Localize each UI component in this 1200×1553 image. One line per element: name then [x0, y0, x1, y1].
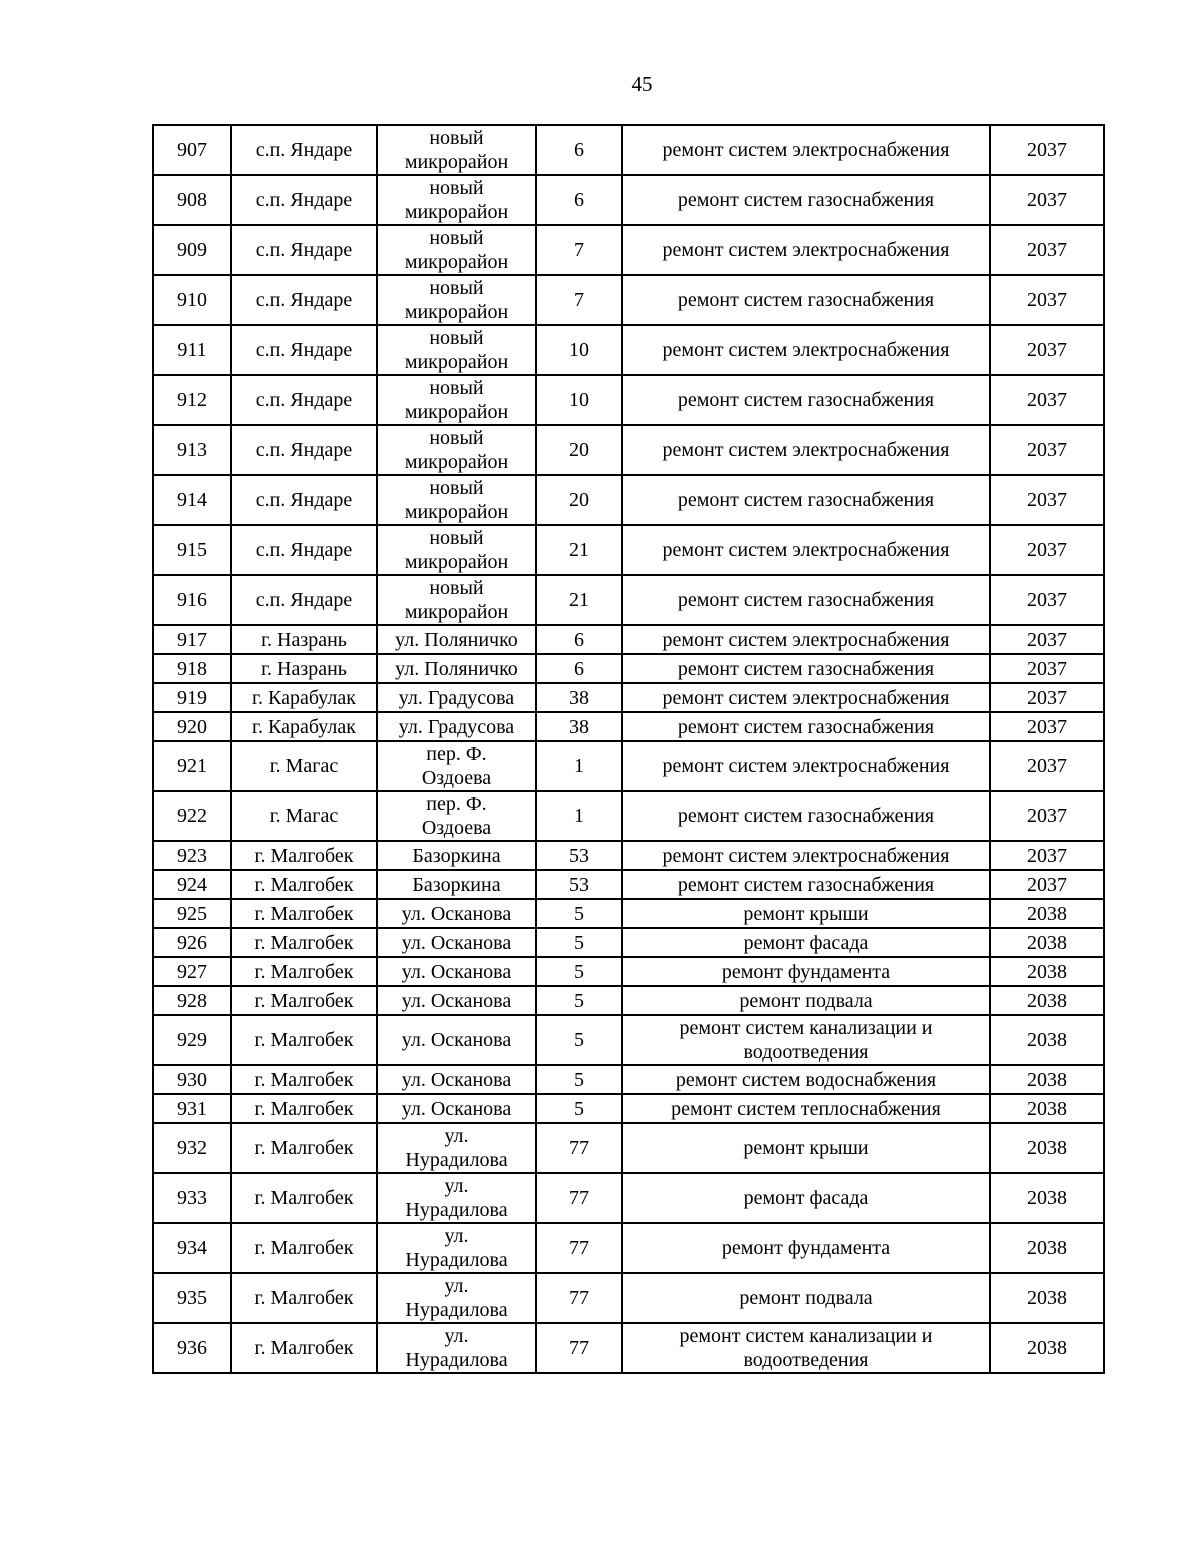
street-cell	[377, 712, 536, 741]
street-cell	[377, 870, 536, 899]
work-type-cell-line: ремонт систем газоснабжения	[677, 805, 935, 827]
house-number-cell: 38	[536, 712, 622, 741]
house-number-cell: 5	[536, 899, 622, 928]
work-type-cell	[622, 1094, 990, 1123]
settlement-cell: с.п. Яндаре	[231, 375, 377, 425]
settlement-cell: г. Магас	[231, 741, 377, 791]
work-type-cell	[622, 325, 990, 375]
street-cell	[377, 575, 536, 625]
work-type-cell-line: ремонт фундамента	[721, 1237, 891, 1259]
work-type-cell-line: ремонт систем электроснабжения	[662, 539, 950, 561]
row-number-cell: 919	[153, 683, 231, 712]
settlement-cell: г. Назрань	[231, 625, 377, 654]
street-cell	[377, 525, 536, 575]
row-number-cell: 916	[153, 575, 231, 625]
street-cell-line: новый	[429, 377, 484, 399]
table-row	[153, 986, 1104, 1015]
house-number-cell: 1	[536, 791, 622, 841]
street-cell	[377, 275, 536, 325]
street-cell	[377, 683, 536, 712]
house-number-cell: 6	[536, 654, 622, 683]
street-cell-line: Оздоева	[421, 817, 492, 839]
house-number-cell: 21	[536, 525, 622, 575]
settlement-cell: г. Карабулак	[231, 712, 377, 741]
work-type-cell	[622, 125, 990, 175]
street-cell	[377, 841, 536, 870]
house-number-cell: 7	[536, 225, 622, 275]
row-number-cell: 928	[153, 986, 231, 1015]
street-cell	[377, 1273, 536, 1323]
street-cell	[377, 986, 536, 1015]
row-number-cell: 914	[153, 475, 231, 525]
table-body	[153, 125, 1104, 1373]
street-cell	[377, 957, 536, 986]
table-row	[153, 425, 1104, 475]
work-type-cell-line: ремонт систем газоснабжения	[677, 589, 935, 611]
work-type-cell	[622, 1065, 990, 1094]
year-cell: 2038	[990, 928, 1104, 957]
settlement-cell: г. Малгобек	[231, 928, 377, 957]
year-cell: 2038	[990, 1223, 1104, 1273]
work-type-cell-line: ремонт систем газоснабжения	[677, 189, 935, 211]
work-type-cell-line: ремонт систем электроснабжения	[662, 439, 950, 461]
settlement-cell: с.п. Яндаре	[231, 525, 377, 575]
work-type-cell-line: ремонт систем водоснабжения	[675, 1068, 937, 1091]
row-number-cell: 908	[153, 175, 231, 225]
work-type-cell-line: ремонт систем канализации и	[679, 1017, 933, 1039]
year-cell: 2037	[990, 475, 1104, 525]
work-type-cell	[622, 475, 990, 525]
row-number-cell: 918	[153, 654, 231, 683]
work-type-cell	[622, 870, 990, 899]
street-cell	[377, 791, 536, 841]
street-cell-line: микрорайон	[404, 151, 509, 173]
street-cell-line: микрорайон	[404, 601, 509, 623]
house-number-cell: 10	[536, 375, 622, 425]
table-row	[153, 225, 1104, 275]
year-cell: 2038	[990, 986, 1104, 1015]
table-row	[153, 1323, 1104, 1373]
row-number-cell: 907	[153, 125, 231, 175]
street-cell	[377, 1123, 536, 1173]
table-row	[153, 654, 1104, 683]
house-number-cell: 7	[536, 275, 622, 325]
street-cell	[377, 125, 536, 175]
year-cell: 2037	[990, 225, 1104, 275]
row-number-cell: 924	[153, 870, 231, 899]
table-row	[153, 1094, 1104, 1123]
row-number-cell: 920	[153, 712, 231, 741]
settlement-cell: г. Малгобек	[231, 1273, 377, 1323]
row-number-cell: 934	[153, 1223, 231, 1273]
settlement-cell: с.п. Яндаре	[231, 575, 377, 625]
row-number-cell: 926	[153, 928, 231, 957]
year-cell: 2037	[990, 175, 1104, 225]
street-cell-line: микрорайон	[404, 401, 509, 423]
table-row	[153, 1273, 1104, 1323]
street-cell-line: Базоркина	[412, 873, 501, 896]
house-number-cell: 77	[536, 1323, 622, 1373]
street-cell-line: микрорайон	[404, 201, 509, 223]
house-number-cell: 21	[536, 575, 622, 625]
year-cell: 2037	[990, 425, 1104, 475]
work-type-cell-line: ремонт крыши	[743, 1137, 869, 1159]
row-number-cell: 927	[153, 957, 231, 986]
work-type-cell	[622, 791, 990, 841]
work-type-cell	[622, 899, 990, 928]
house-number-cell: 5	[536, 928, 622, 957]
work-type-cell	[622, 425, 990, 475]
house-number-cell: 77	[536, 1223, 622, 1273]
table-row	[153, 375, 1104, 425]
street-cell-line: микрорайон	[404, 501, 509, 523]
work-type-cell	[622, 1273, 990, 1323]
street-cell	[377, 1323, 536, 1373]
work-type-cell	[622, 741, 990, 791]
work-type-cell	[622, 1015, 990, 1065]
table-row	[153, 791, 1104, 841]
row-number-cell: 921	[153, 741, 231, 791]
row-number-cell: 932	[153, 1123, 231, 1173]
street-cell-line: Нурадилова	[405, 1199, 508, 1221]
street-cell-line: ул.	[444, 1125, 469, 1147]
work-type-cell	[622, 375, 990, 425]
row-number-cell: 933	[153, 1173, 231, 1223]
work-type-cell	[622, 1123, 990, 1173]
street-cell-line: ул. Градусова	[398, 715, 515, 738]
row-number-cell: 917	[153, 625, 231, 654]
year-cell: 2038	[990, 957, 1104, 986]
work-type-cell-line: ремонт систем канализации и	[679, 1325, 933, 1347]
work-type-cell	[622, 1173, 990, 1223]
street-cell	[377, 425, 536, 475]
street-cell-line: Нурадилова	[405, 1149, 508, 1171]
street-cell	[377, 325, 536, 375]
row-number-cell: 922	[153, 791, 231, 841]
settlement-cell: г. Малгобек	[231, 1123, 377, 1173]
settlement-cell: с.п. Яндаре	[231, 125, 377, 175]
table-row	[153, 1173, 1104, 1223]
street-cell	[377, 741, 536, 791]
row-number-cell: 925	[153, 899, 231, 928]
house-number-cell: 6	[536, 175, 622, 225]
row-number-cell: 936	[153, 1323, 231, 1373]
house-number-cell: 77	[536, 1123, 622, 1173]
street-cell-line: ул. Поляничко	[395, 657, 518, 680]
year-cell: 2037	[990, 841, 1104, 870]
work-type-cell	[622, 575, 990, 625]
work-type-cell-line: ремонт систем электроснабжения	[662, 755, 950, 777]
year-cell: 2038	[990, 1173, 1104, 1223]
table-row	[153, 175, 1104, 225]
settlement-cell: с.п. Яндаре	[231, 475, 377, 525]
street-cell	[377, 654, 536, 683]
work-type-cell-line: ремонт систем электроснабжения	[662, 339, 950, 361]
street-cell-line: ул. Осканова	[401, 1068, 512, 1091]
year-cell: 2038	[990, 1015, 1104, 1065]
work-type-cell	[622, 654, 990, 683]
work-type-cell	[622, 683, 990, 712]
street-cell-line: новый	[429, 227, 484, 249]
settlement-cell: г. Малгобек	[231, 1065, 377, 1094]
settlement-cell: г. Малгобек	[231, 957, 377, 986]
house-number-cell: 38	[536, 683, 622, 712]
street-cell-line: микрорайон	[404, 301, 509, 323]
house-number-cell: 5	[536, 1094, 622, 1123]
year-cell: 2037	[990, 525, 1104, 575]
table-row	[153, 1123, 1104, 1173]
work-type-cell-line: ремонт систем газоснабжения	[677, 873, 935, 896]
house-number-cell: 53	[536, 870, 622, 899]
repair-schedule-table	[152, 124, 1105, 1374]
street-cell-line: ул. Осканова	[401, 989, 512, 1012]
settlement-cell: г. Малгобек	[231, 1094, 377, 1123]
row-number-cell: 935	[153, 1273, 231, 1323]
house-number-cell: 5	[536, 1015, 622, 1065]
table-row	[153, 1223, 1104, 1273]
street-cell-line: Нурадилова	[405, 1299, 508, 1321]
table-row	[153, 475, 1104, 525]
settlement-cell: с.п. Яндаре	[231, 275, 377, 325]
year-cell: 2037	[990, 712, 1104, 741]
row-number-cell: 911	[153, 325, 231, 375]
house-number-cell: 77	[536, 1173, 622, 1223]
table-row	[153, 957, 1104, 986]
year-cell: 2037	[990, 683, 1104, 712]
work-type-cell-line: ремонт систем газоснабжения	[677, 289, 935, 311]
house-number-cell: 5	[536, 986, 622, 1015]
year-cell: 2037	[990, 654, 1104, 683]
year-cell: 2037	[990, 625, 1104, 654]
work-type-cell	[622, 225, 990, 275]
work-type-cell-line: ремонт систем электроснабжения	[662, 139, 950, 161]
year-cell: 2037	[990, 791, 1104, 841]
house-number-cell: 20	[536, 475, 622, 525]
table-row	[153, 870, 1104, 899]
year-cell: 2038	[990, 1094, 1104, 1123]
table-row	[153, 741, 1104, 791]
work-type-cell-line: ремонт подвала	[739, 1287, 873, 1309]
table-row	[153, 1015, 1104, 1065]
table-row	[153, 683, 1104, 712]
work-type-cell	[622, 275, 990, 325]
row-number-cell: 913	[153, 425, 231, 475]
work-type-cell-line: ремонт систем теплоснабжения	[671, 1097, 941, 1120]
house-number-cell: 53	[536, 841, 622, 870]
street-cell-line: ул.	[444, 1275, 469, 1297]
street-cell	[377, 928, 536, 957]
table-row	[153, 525, 1104, 575]
street-cell-line: новый	[429, 127, 484, 149]
settlement-cell: г. Карабулак	[231, 683, 377, 712]
street-cell-line: новый	[429, 177, 484, 199]
year-cell: 2037	[990, 375, 1104, 425]
settlement-cell: с.п. Яндаре	[231, 225, 377, 275]
street-cell-line: микрорайон	[404, 251, 509, 273]
year-cell: 2037	[990, 325, 1104, 375]
street-cell-line: Нурадилова	[405, 1249, 508, 1271]
work-type-cell	[622, 1323, 990, 1373]
work-type-cell	[622, 625, 990, 654]
street-cell	[377, 225, 536, 275]
work-type-cell-line: ремонт крыши	[743, 902, 869, 925]
row-number-cell: 929	[153, 1015, 231, 1065]
work-type-cell	[622, 957, 990, 986]
street-cell-line: Базоркина	[412, 844, 501, 867]
work-type-cell-line: ремонт фундамента	[721, 960, 891, 983]
year-cell: 2038	[990, 899, 1104, 928]
street-cell-line: новый	[429, 277, 484, 299]
row-number-cell: 923	[153, 841, 231, 870]
house-number-cell: 5	[536, 957, 622, 986]
table-row	[153, 712, 1104, 741]
settlement-cell: с.п. Яндаре	[231, 175, 377, 225]
work-type-cell	[622, 175, 990, 225]
row-number-cell: 930	[153, 1065, 231, 1094]
year-cell: 2038	[990, 1065, 1104, 1094]
table-row	[153, 625, 1104, 654]
street-cell-line: ул. Осканова	[401, 1029, 512, 1051]
settlement-cell: г. Малгобек	[231, 1015, 377, 1065]
street-cell	[377, 175, 536, 225]
settlement-cell: г. Малгобек	[231, 986, 377, 1015]
table-row	[153, 125, 1104, 175]
work-type-cell	[622, 841, 990, 870]
street-cell-line: ул. Осканова	[401, 902, 512, 925]
settlement-cell: г. Малгобек	[231, 1223, 377, 1273]
work-type-cell	[622, 712, 990, 741]
work-type-cell-line: ремонт систем газоснабжения	[677, 489, 935, 511]
street-cell-line: микрорайон	[404, 451, 509, 473]
year-cell: 2037	[990, 741, 1104, 791]
year-cell: 2038	[990, 1323, 1104, 1373]
work-type-cell	[622, 928, 990, 957]
row-number-cell: 915	[153, 525, 231, 575]
work-type-cell-line: водоотведения	[743, 1349, 869, 1371]
street-cell-line: микрорайон	[404, 351, 509, 373]
work-type-cell	[622, 986, 990, 1015]
street-cell-line: ул. Градусова	[398, 686, 515, 709]
house-number-cell: 1	[536, 741, 622, 791]
street-cell	[377, 475, 536, 525]
work-type-cell	[622, 1223, 990, 1273]
street-cell	[377, 899, 536, 928]
settlement-cell: г. Малгобек	[231, 1173, 377, 1223]
work-type-cell-line: ремонт систем электроснабжения	[662, 239, 950, 261]
settlement-cell: г. Малгобек	[231, 1323, 377, 1373]
street-cell-line: новый	[429, 527, 484, 549]
settlement-cell: г. Малгобек	[231, 870, 377, 899]
street-cell	[377, 1223, 536, 1273]
row-number-cell: 931	[153, 1094, 231, 1123]
settlement-cell: с.п. Яндаре	[231, 425, 377, 475]
table-row	[153, 928, 1104, 957]
house-number-cell: 10	[536, 325, 622, 375]
year-cell: 2037	[990, 125, 1104, 175]
street-cell-line: новый	[429, 477, 484, 499]
year-cell: 2037	[990, 870, 1104, 899]
row-number-cell: 909	[153, 225, 231, 275]
house-number-cell: 5	[536, 1065, 622, 1094]
year-cell: 2037	[990, 575, 1104, 625]
year-cell: 2038	[990, 1273, 1104, 1323]
street-cell-line: ул.	[444, 1175, 469, 1197]
street-cell	[377, 1173, 536, 1223]
settlement-cell: г. Малгобек	[231, 841, 377, 870]
row-number-cell: 910	[153, 275, 231, 325]
street-cell-line: ул. Осканова	[401, 960, 512, 983]
street-cell-line: новый	[429, 427, 484, 449]
work-type-cell	[622, 525, 990, 575]
work-type-cell-line: ремонт систем электроснабжения	[662, 686, 950, 709]
street-cell-line: новый	[429, 327, 484, 349]
work-type-cell-line: ремонт систем газоснабжения	[677, 715, 935, 738]
work-type-cell-line: ремонт подвала	[739, 989, 873, 1012]
street-cell	[377, 625, 536, 654]
work-type-cell-line: ремонт фасада	[743, 1187, 869, 1209]
street-cell-line: микрорайон	[404, 551, 509, 573]
row-number-cell: 912	[153, 375, 231, 425]
year-cell: 2037	[990, 275, 1104, 325]
settlement-cell: с.п. Яндаре	[231, 325, 377, 375]
street-cell-line: ул.	[444, 1325, 469, 1347]
work-type-cell-line: ремонт систем газоснабжения	[677, 389, 935, 411]
street-cell-line: пер. Ф.	[426, 793, 487, 815]
work-type-cell-line: ремонт систем электроснабжения	[662, 628, 950, 651]
table-row	[153, 275, 1104, 325]
street-cell-line: ул.	[444, 1225, 469, 1247]
table-row	[153, 899, 1104, 928]
page-number: 45	[631, 72, 653, 96]
street-cell-line: Нурадилова	[405, 1349, 508, 1371]
street-cell	[377, 1065, 536, 1094]
table-row	[153, 841, 1104, 870]
table-row	[153, 325, 1104, 375]
work-type-cell-line: ремонт фасада	[743, 931, 869, 954]
street-cell-line: пер. Ф.	[426, 743, 487, 765]
street-cell-line: ул. Поляничко	[395, 628, 518, 651]
street-cell	[377, 375, 536, 425]
house-number-cell: 6	[536, 125, 622, 175]
work-type-cell-line: ремонт систем газоснабжения	[677, 657, 935, 680]
table-row	[153, 575, 1104, 625]
street-cell-line: ул. Осканова	[401, 931, 512, 954]
year-cell: 2038	[990, 1123, 1104, 1173]
house-number-cell: 6	[536, 625, 622, 654]
street-cell	[377, 1094, 536, 1123]
street-cell	[377, 1015, 536, 1065]
settlement-cell: г. Назрань	[231, 654, 377, 683]
house-number-cell: 20	[536, 425, 622, 475]
street-cell-line: Оздоева	[421, 767, 492, 789]
street-cell-line: новый	[429, 577, 484, 599]
settlement-cell: г. Магас	[231, 791, 377, 841]
street-cell-line: ул. Осканова	[401, 1097, 512, 1120]
work-type-cell-line: водоотведения	[743, 1041, 869, 1063]
settlement-cell: г. Малгобек	[231, 899, 377, 928]
table-row	[153, 1065, 1104, 1094]
work-type-cell-line: ремонт систем электроснабжения	[662, 844, 950, 867]
house-number-cell: 77	[536, 1273, 622, 1323]
